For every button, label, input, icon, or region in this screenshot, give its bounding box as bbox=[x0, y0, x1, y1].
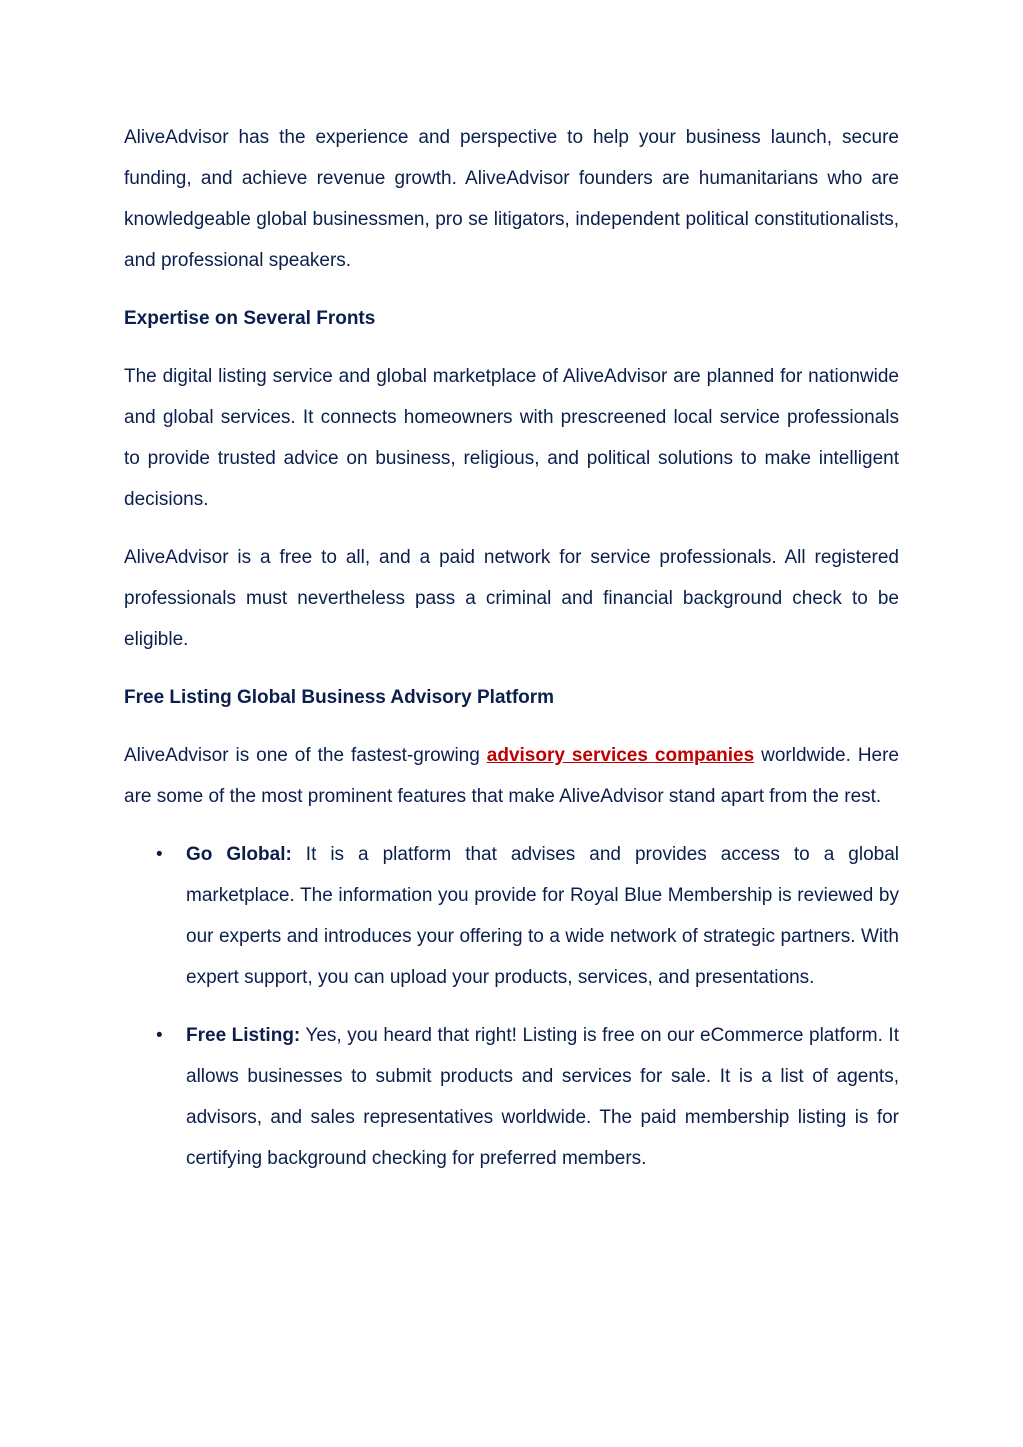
advisory-services-link[interactable]: advisory services companies bbox=[486, 745, 755, 766]
advisory-text-after-link: worldwide. Here are some of the most prominent features that make AliveAdvisor stand apart from the rest. bbox=[124, 745, 899, 807]
section-heading-free-listing: Free Listing Global Business Advisory Platform bbox=[124, 687, 555, 708]
feature-title: Go Global: bbox=[186, 844, 292, 865]
list-item bbox=[124, 1015, 899, 1179]
features-list bbox=[124, 834, 899, 1179]
bullet-icon: • bbox=[156, 1025, 163, 1046]
advisory-text-before-link: AliveAdvisor is one of the fastest-growing bbox=[124, 745, 487, 766]
feature-title: Free Listing: bbox=[186, 1025, 301, 1046]
document-page bbox=[124, 117, 899, 1196]
feature-text: It is a platform that advises and provides access to a global marketplace. The information you provide for Royal Blue Membership is reviewed by our experts and introduces your offering to a wide network of strategic partners. With expert support, you can upload your products, services, and presentations. bbox=[186, 844, 899, 988]
section-heading-expertise: Expertise on Several Fronts bbox=[124, 308, 376, 329]
intro-paragraph: AliveAdvisor has the experience and perspective to help your business launch, secure funding, and achieve revenue growth. AliveAdvisor founders are humanitarians who are knowledgeable global businessmen, pro se litigators, independent political constitutionalists, and professional speakers. bbox=[124, 127, 899, 271]
feature-text: Yes, you heard that right! Listing is free on our eCommerce platform. It allows businesses to submit products and services for sale. It is a list of agents, advisors, and sales representatives worldwide. The paid membership listing is for certifying background checking for preferred members. bbox=[186, 1025, 899, 1169]
bullet-icon: • bbox=[156, 844, 163, 865]
advisory-paragraph bbox=[124, 735, 899, 817]
expertise-paragraph-1: The digital listing service and global marketplace of AliveAdvisor are planned for nationwide and global services. It connects homeowners with prescreened local service professionals to provide trusted advice on business, religious, and political solutions to make intelligent decisions. bbox=[124, 366, 899, 510]
list-item bbox=[124, 834, 899, 998]
expertise-paragraph-2: AliveAdvisor is a free to all, and a paid network for service professionals. All registered professionals must nevertheless pass a criminal and financial background check to be eligible. bbox=[124, 547, 899, 650]
